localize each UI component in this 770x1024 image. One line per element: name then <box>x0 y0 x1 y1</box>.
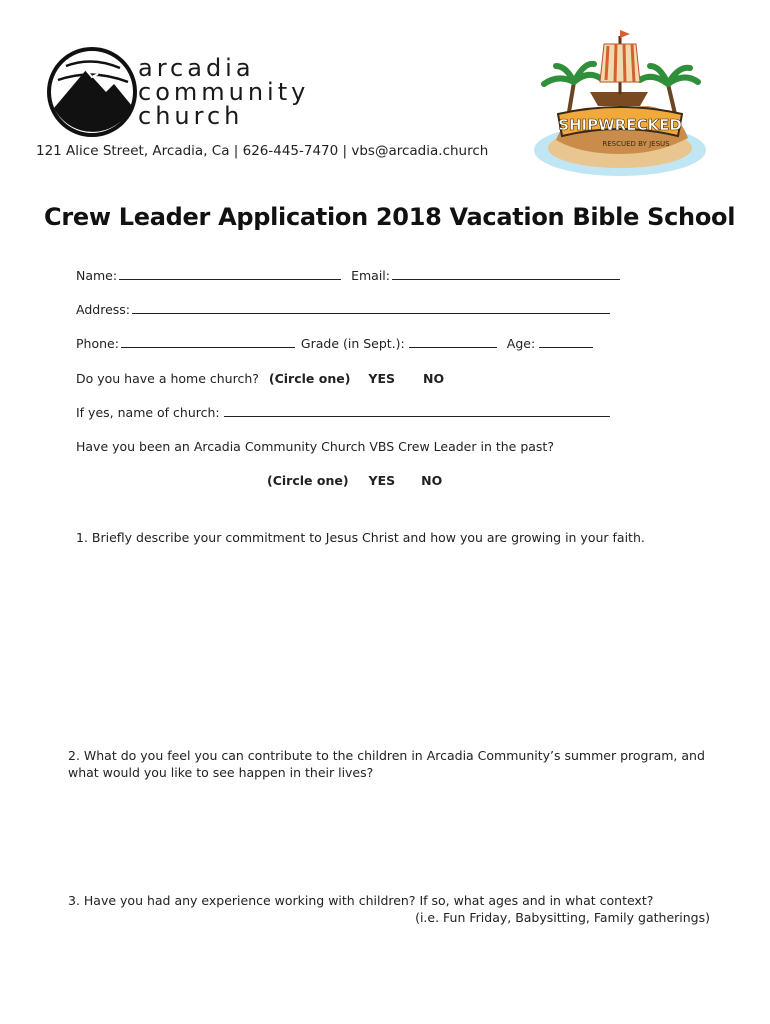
badge-title: SHIPWRECKED <box>558 116 682 134</box>
home-church-yes-option[interactable]: YES <box>368 371 395 386</box>
home-church-label: Do you have a home church? <box>76 371 259 386</box>
address-row <box>76 302 610 317</box>
grade-field[interactable] <box>409 336 497 348</box>
logo-word-1: arcadia <box>138 54 255 82</box>
church-name-field[interactable] <box>224 405 610 417</box>
question-2-answer-area[interactable] <box>68 786 708 886</box>
past-leader-question: Have you been an Arcadia Community Church VBS Crew Leader in the past? <box>76 439 554 454</box>
home-church-no-option[interactable]: NO <box>422 371 445 386</box>
question-1-answer-area[interactable] <box>68 552 708 732</box>
church-contact-line: 121 Alice Street, Arcadia, Ca | 626-445-7470 | vbs@arcadia.church <box>36 143 489 159</box>
church-logo-icon <box>46 46 138 138</box>
question-2-line-2: what would you like to see happen in their lives? <box>68 765 374 780</box>
past-leader-yes-option[interactable]: YES <box>368 473 396 488</box>
email-label: Email: <box>351 268 390 283</box>
address-field[interactable] <box>132 302 610 314</box>
question-3-line-1: 3. Have you had any experience working with children? If so, what ages and in what context? <box>68 893 654 908</box>
name-label: Name: <box>76 268 118 283</box>
circle-one-label: (Circle one) <box>268 371 351 386</box>
logo-word-3: church <box>138 102 244 130</box>
question-1: 1. Briefly describe your commitment to Jesus Christ and how you are growing in your faith. <box>76 530 645 545</box>
phone-row <box>76 336 593 351</box>
name-field[interactable] <box>119 268 341 280</box>
name-row <box>76 268 620 283</box>
logo-word-2: community <box>138 78 310 106</box>
address-label: Address: <box>76 302 130 317</box>
age-label: Age: <box>506 336 536 351</box>
past-leader-no-option[interactable]: NO <box>421 473 443 488</box>
question-2 <box>68 747 705 781</box>
church-name-label: If yes, name of church: <box>76 405 220 420</box>
shipwrecked-vbs-badge <box>528 22 710 180</box>
question-2-line-1: 2. What do you feel you can contribute to the children in Arcadia Community’s summer program, and <box>68 748 705 763</box>
age-field[interactable] <box>539 336 593 348</box>
email-field[interactable] <box>392 268 620 280</box>
past-leader-options <box>267 473 442 488</box>
form-title: Crew Leader Application 2018 Vacation Bible School <box>44 203 736 231</box>
phone-field[interactable] <box>121 336 295 348</box>
phone-label: Phone: <box>76 336 119 351</box>
home-church-row <box>76 371 444 386</box>
circle-one-label-2: (Circle one) <box>267 473 349 488</box>
question-3-answer-area[interactable] <box>68 930 708 1010</box>
church-name-row <box>76 405 610 420</box>
badge-subtitle: RESCUED BY JESUS <box>602 140 670 148</box>
grade-label: Grade (in Sept.): <box>300 336 405 351</box>
question-3-line-2: (i.e. Fun Friday, Babysitting, Family gatherings) <box>415 910 710 925</box>
